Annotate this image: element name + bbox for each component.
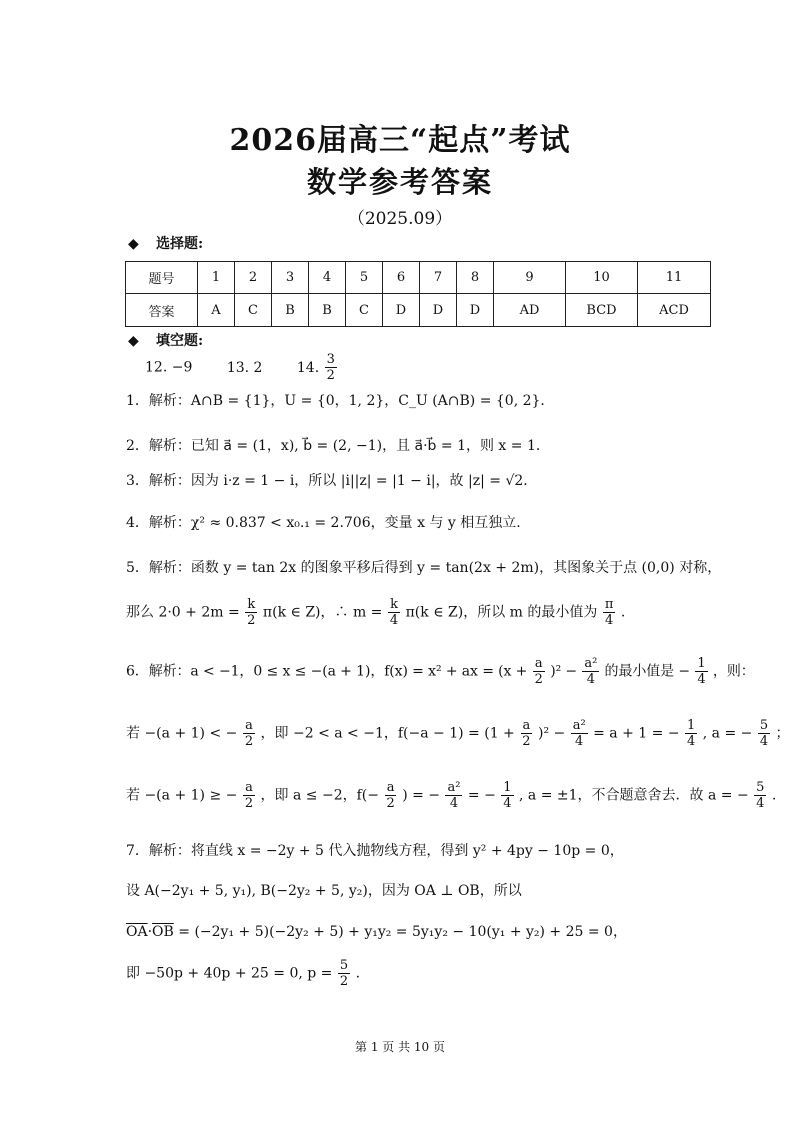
fraction: $\frac{1}{4}$ — [697, 656, 706, 687]
table-header-cell: 答案 — [126, 294, 198, 327]
solution-5-line-1: 5．解析：函数 y = tan 2x 的图象平移后得到 y = tan(2x + 2m)，其图象关于点 (0,0) 对称， — [126, 560, 722, 576]
vector-oa: $\overline{OA}$ — [126, 924, 148, 940]
fraction: $\frac{3}{2}$ — [326, 352, 335, 383]
exam-date: （2025.09） — [347, 209, 453, 229]
table-cell: ACD — [638, 294, 711, 327]
table-cell: A — [198, 294, 235, 327]
table-cell: 4 — [309, 262, 346, 294]
fraction: $\frac{a}{2}$ — [386, 780, 395, 811]
fraction: $\frac{\text{a²}}{4}$ — [447, 780, 461, 811]
fraction: $\frac{k}{4}$ — [389, 597, 399, 628]
table-cell: D — [457, 294, 494, 327]
table-header-cell: 题号 — [126, 262, 198, 294]
fraction: $\frac{1}{4}$ — [687, 718, 696, 749]
fill-section-heading — [128, 330, 203, 350]
page-subtitle: 数学参考答案 — [306, 165, 493, 199]
fill-answer-13: 13. 2 — [226, 359, 263, 376]
fraction: $\frac{5}{4}$ — [756, 780, 765, 811]
diamond-bullet-icon: ◆ — [128, 236, 139, 252]
solution-7-line-4: 即 −50p + 40p + 25 = 0, p = $\frac{5}{2}$ . — [126, 958, 361, 989]
fraction: $\frac{5}{2}$ — [339, 958, 349, 989]
page-footer: 第 1 页 共 10 页 — [355, 1040, 445, 1054]
fraction: $\frac{5}{4}$ — [759, 718, 769, 749]
solution-4: 4．解析：χ² ≈ 0.837 < x₀.₁ = 2.706，变量 x 与 y 相互独立. — [126, 515, 521, 531]
choice-section-heading — [128, 233, 203, 253]
solution-7-line-2: 设 A(−2y₁ + 5, y₁), B(−2y₂ + 5, y₂)，因为 OA ⊥ OB，所以 — [126, 883, 522, 899]
fraction: $\frac{a}{2}$ — [244, 718, 254, 749]
table-cell: AD — [494, 294, 566, 327]
fill-heading-text: 填空题: — [156, 333, 204, 349]
solution-5-line-2: 那么 2·0 + 2m = $\frac{k}{2}$ π(k ∈ Z)，∴ m = $\frac{k}{4}$ π(k ∈ Z)，所以 m 的最小值为 $\frac{\pi}{4}$ . — [126, 597, 626, 628]
fill-answer-14: 14. — [296, 359, 320, 376]
fill-answers — [145, 352, 338, 383]
fraction: $\frac{\text{a²}}{4}$ — [584, 656, 598, 687]
fill-answer-12: 12. −9 — [145, 359, 193, 376]
choice-heading-text: 选择题: — [156, 236, 204, 252]
fraction: $\frac{\pi}{4}$ — [604, 597, 614, 628]
solution-6-line-2: 若 −(a + 1) < − $\frac{a}{2}$ ，即 −2 < a < −1，f(−a − 1) = (1 + $\frac{a}{2}$ )² − $\frac{\text{a²}}{4}$ = a + 1 = − $\frac{1}{4}$ , a = − $\frac{5}{4}$ ； — [126, 718, 790, 749]
vector-ob: $\overline{OB}$ — [152, 924, 174, 940]
fraction: $\frac{k}{2}$ — [247, 597, 256, 628]
fraction: $\frac{a}{2}$ — [244, 780, 254, 811]
fraction: $\frac{1}{4}$ — [503, 780, 512, 811]
solution-7-line-3: $\overline{OA}\cdot\overline{OB} = (-2y_1 + 5)(-2y_2 + 5) + y_1y_2 = 5y_1y_2 - 10(y_1 + y_2) + 25 = 0$， — [126, 924, 627, 940]
fraction: $\frac{a}{2}$ — [534, 656, 543, 687]
table-cell: C — [235, 294, 272, 327]
table-row — [126, 294, 711, 327]
solution-3: 3．解析：因为 i·z = 1 − i，所以 |i||z| = |1 − i|，故 |z| = √2． — [126, 473, 538, 489]
table-cell: 3 — [272, 262, 309, 294]
table-cell: 7 — [420, 262, 457, 294]
table-row — [126, 262, 711, 294]
solution-2: 2．解析：已知 a⃗ = (1，x), b⃗ = (2, −1)，且 a⃗·b⃗ = 1，则 x = 1． — [126, 438, 550, 454]
table-cell: D — [383, 294, 420, 327]
table-cell: 9 — [494, 262, 566, 294]
table-cell: C — [346, 294, 383, 327]
table-cell: B — [272, 294, 309, 327]
table-cell: 1 — [198, 262, 235, 294]
solution-6-line-3: 若 −(a + 1) ≥ − $\frac{a}{2}$ ，即 a ≤ −2，f(− $\frac{a}{2}$ ) = − $\frac{\text{a²}}{4}$ = − $\frac{1}{4}$ , a = ±1，不合题意舍去．故 a = − $\frac{5}{4}$ . — [126, 780, 777, 811]
table-cell: D — [420, 294, 457, 327]
table-cell: 11 — [638, 262, 711, 294]
table-cell: B — [309, 294, 346, 327]
table-cell: 2 — [235, 262, 272, 294]
solution-7-line-1: 7．解析：将直线 x = −2y + 5 代入抛物线方程，得到 y² + 4py − 10p = 0， — [126, 843, 624, 859]
fraction: $\frac{\text{a²}}{4}$ — [572, 718, 586, 749]
diamond-bullet-icon: ◆ — [128, 333, 139, 349]
fraction: $\frac{a}{2}$ — [522, 718, 531, 749]
page-title: 2026届高三“起点”考试 — [229, 123, 571, 158]
table-cell: 6 — [383, 262, 420, 294]
table-cell: 8 — [457, 262, 494, 294]
solution-1: 1．解析：A∩B = {1}，U = {0，1, 2}，C_U (A∩B) = {0, 2}． — [126, 393, 555, 409]
table-cell: 5 — [346, 262, 383, 294]
answer-table — [125, 261, 711, 327]
table-cell: BCD — [566, 294, 638, 327]
table-cell: 10 — [566, 262, 638, 294]
solution-6-line-1: 6．解析：a < −1，0 ≤ x ≤ −(a + 1)，f(x) = x² + ax = (x + $\frac{a}{2}$ )² − $\frac{\text{a²}}{4}$ 的最小值是 − $\frac{1}{4}$ ，则： — [126, 656, 755, 687]
